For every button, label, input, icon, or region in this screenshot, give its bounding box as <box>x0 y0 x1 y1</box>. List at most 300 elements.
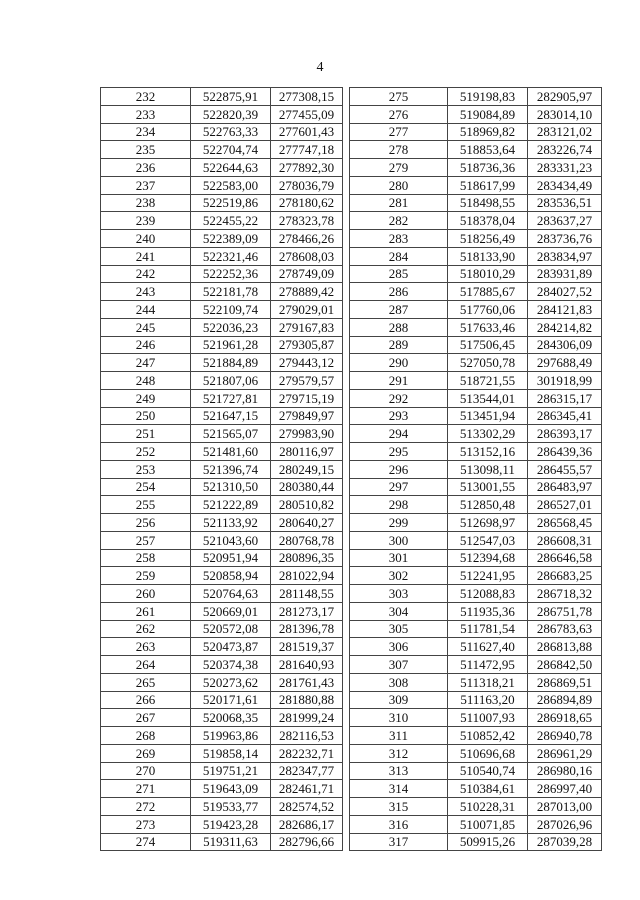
x-coordinate-cell: 513098,11 <box>448 460 528 478</box>
y-coordinate-cell: 281880,88 <box>271 691 343 709</box>
y-coordinate-cell: 283637,27 <box>528 212 602 230</box>
point-number-cell: 260 <box>101 585 191 603</box>
x-coordinate-cell: 518378,04 <box>448 212 528 230</box>
y-coordinate-cell: 283736,76 <box>528 230 602 248</box>
point-number-cell: 288 <box>350 318 448 336</box>
y-coordinate-cell: 279029,01 <box>271 301 343 319</box>
point-number-cell: 300 <box>350 531 448 549</box>
x-coordinate-cell: 520764,63 <box>191 585 271 603</box>
table-row <box>101 159 343 177</box>
table-row <box>101 673 343 691</box>
x-coordinate-cell: 511472,95 <box>448 656 528 674</box>
y-coordinate-cell: 283331,23 <box>528 159 602 177</box>
table-row <box>101 833 343 851</box>
table-row <box>101 478 343 496</box>
x-coordinate-cell: 520374,38 <box>191 656 271 674</box>
x-coordinate-cell: 522181,78 <box>191 283 271 301</box>
y-coordinate-cell: 286718,32 <box>528 585 602 603</box>
y-coordinate-cell: 282574,52 <box>271 798 343 816</box>
table-row <box>350 123 602 141</box>
y-coordinate-cell: 282116,53 <box>271 727 343 745</box>
point-number-cell: 315 <box>350 798 448 816</box>
x-coordinate-cell: 511627,40 <box>448 638 528 656</box>
y-coordinate-cell: 280380,44 <box>271 478 343 496</box>
table-row <box>350 141 602 159</box>
y-coordinate-cell: 286439,36 <box>528 443 602 461</box>
x-coordinate-cell: 518498,55 <box>448 194 528 212</box>
table-row <box>101 656 343 674</box>
table-row <box>350 549 602 567</box>
x-coordinate-cell: 511781,54 <box>448 620 528 638</box>
x-coordinate-cell: 522455,22 <box>191 212 271 230</box>
x-coordinate-cell: 510852,42 <box>448 727 528 745</box>
point-number-cell: 243 <box>101 283 191 301</box>
x-coordinate-cell: 517760,06 <box>448 301 528 319</box>
x-coordinate-cell: 521884,89 <box>191 354 271 372</box>
y-coordinate-cell: 281999,24 <box>271 709 343 727</box>
point-number-cell: 246 <box>101 336 191 354</box>
y-coordinate-cell: 287013,00 <box>528 798 602 816</box>
y-coordinate-cell: 284214,82 <box>528 318 602 336</box>
x-coordinate-cell: 511935,36 <box>448 602 528 620</box>
point-number-cell: 305 <box>350 620 448 638</box>
y-coordinate-cell: 281519,37 <box>271 638 343 656</box>
coordinates-table-left <box>100 87 343 851</box>
point-number-cell: 311 <box>350 727 448 745</box>
point-number-cell: 244 <box>101 301 191 319</box>
x-coordinate-cell: 522704,74 <box>191 141 271 159</box>
y-coordinate-cell: 279849,97 <box>271 407 343 425</box>
point-number-cell: 298 <box>350 496 448 514</box>
x-coordinate-cell: 520858,94 <box>191 567 271 585</box>
x-coordinate-cell: 510696,68 <box>448 744 528 762</box>
y-coordinate-cell: 277601,43 <box>271 123 343 141</box>
y-coordinate-cell: 281148,55 <box>271 585 343 603</box>
y-coordinate-cell: 278036,79 <box>271 176 343 194</box>
y-coordinate-cell: 282232,71 <box>271 744 343 762</box>
x-coordinate-cell: 522875,91 <box>191 88 271 106</box>
table-row <box>101 372 343 390</box>
x-coordinate-cell: 520068,35 <box>191 709 271 727</box>
x-coordinate-cell: 512241,95 <box>448 567 528 585</box>
x-coordinate-cell: 522109,74 <box>191 301 271 319</box>
table-row <box>350 656 602 674</box>
y-coordinate-cell: 278466,26 <box>271 230 343 248</box>
x-coordinate-cell: 510384,61 <box>448 780 528 798</box>
table-row <box>350 602 602 620</box>
point-number-cell: 249 <box>101 389 191 407</box>
point-number-cell: 232 <box>101 88 191 106</box>
table-row <box>101 212 343 230</box>
table-row <box>350 176 602 194</box>
y-coordinate-cell: 286940,78 <box>528 727 602 745</box>
table-row <box>350 585 602 603</box>
table-row <box>350 194 602 212</box>
y-coordinate-cell: 282905,97 <box>528 88 602 106</box>
x-coordinate-cell: 518256,49 <box>448 230 528 248</box>
table-row <box>101 88 343 106</box>
y-coordinate-cell: 286315,17 <box>528 389 602 407</box>
x-coordinate-cell: 522389,09 <box>191 230 271 248</box>
table-row <box>350 301 602 319</box>
point-number-cell: 272 <box>101 798 191 816</box>
y-coordinate-cell: 286869,51 <box>528 673 602 691</box>
table-row <box>350 833 602 851</box>
y-coordinate-cell: 282686,17 <box>271 815 343 833</box>
point-number-cell: 258 <box>101 549 191 567</box>
point-number-cell: 285 <box>350 265 448 283</box>
point-number-cell: 255 <box>101 496 191 514</box>
x-coordinate-cell: 519963,86 <box>191 727 271 745</box>
point-number-cell: 294 <box>350 425 448 443</box>
point-number-cell: 264 <box>101 656 191 674</box>
point-number-cell: 237 <box>101 176 191 194</box>
y-coordinate-cell: 278323,78 <box>271 212 343 230</box>
y-coordinate-cell: 297688,49 <box>528 354 602 372</box>
table-row <box>350 443 602 461</box>
table-row <box>101 567 343 585</box>
x-coordinate-cell: 518736,36 <box>448 159 528 177</box>
point-number-cell: 281 <box>350 194 448 212</box>
y-coordinate-cell: 279167,83 <box>271 318 343 336</box>
y-coordinate-cell: 282796,66 <box>271 833 343 851</box>
point-number-cell: 242 <box>101 265 191 283</box>
x-coordinate-cell: 522644,63 <box>191 159 271 177</box>
table-row <box>350 762 602 780</box>
x-coordinate-cell: 517885,67 <box>448 283 528 301</box>
point-number-cell: 266 <box>101 691 191 709</box>
y-coordinate-cell: 281761,43 <box>271 673 343 691</box>
table-row <box>101 301 343 319</box>
table-row <box>350 88 602 106</box>
point-number-cell: 314 <box>350 780 448 798</box>
y-coordinate-cell: 286455,57 <box>528 460 602 478</box>
point-number-cell: 239 <box>101 212 191 230</box>
x-coordinate-cell: 519751,21 <box>191 762 271 780</box>
x-coordinate-cell: 519311,63 <box>191 833 271 851</box>
table-row <box>101 496 343 514</box>
table-row <box>350 159 602 177</box>
point-number-cell: 308 <box>350 673 448 691</box>
point-number-cell: 238 <box>101 194 191 212</box>
point-number-cell: 234 <box>101 123 191 141</box>
point-number-cell: 252 <box>101 443 191 461</box>
x-coordinate-cell: 527050,78 <box>448 354 528 372</box>
point-number-cell: 277 <box>350 123 448 141</box>
table-row <box>350 514 602 532</box>
y-coordinate-cell: 286894,89 <box>528 691 602 709</box>
point-number-cell: 291 <box>350 372 448 390</box>
point-number-cell: 295 <box>350 443 448 461</box>
table-row <box>101 389 343 407</box>
table-row <box>101 247 343 265</box>
x-coordinate-cell: 522519,86 <box>191 194 271 212</box>
x-coordinate-cell: 521133,92 <box>191 514 271 532</box>
point-number-cell: 251 <box>101 425 191 443</box>
y-coordinate-cell: 280768,78 <box>271 531 343 549</box>
table-row <box>350 247 602 265</box>
table-row <box>350 496 602 514</box>
y-coordinate-cell: 278608,03 <box>271 247 343 265</box>
x-coordinate-cell: 519643,09 <box>191 780 271 798</box>
x-coordinate-cell: 519858,14 <box>191 744 271 762</box>
table-row <box>350 336 602 354</box>
table-row <box>101 141 343 159</box>
y-coordinate-cell: 279443,12 <box>271 354 343 372</box>
table-row <box>101 762 343 780</box>
point-number-cell: 286 <box>350 283 448 301</box>
x-coordinate-cell: 521481,60 <box>191 443 271 461</box>
point-number-cell: 248 <box>101 372 191 390</box>
table-row <box>101 425 343 443</box>
point-number-cell: 282 <box>350 212 448 230</box>
point-number-cell: 265 <box>101 673 191 691</box>
x-coordinate-cell: 511318,21 <box>448 673 528 691</box>
y-coordinate-cell: 282461,71 <box>271 780 343 798</box>
point-number-cell: 254 <box>101 478 191 496</box>
table-row <box>101 709 343 727</box>
point-number-cell: 293 <box>350 407 448 425</box>
table-row <box>101 602 343 620</box>
y-coordinate-cell: 279579,57 <box>271 372 343 390</box>
x-coordinate-cell: 517506,45 <box>448 336 528 354</box>
y-coordinate-cell: 283834,97 <box>528 247 602 265</box>
y-coordinate-cell: 284027,52 <box>528 283 602 301</box>
point-number-cell: 310 <box>350 709 448 727</box>
x-coordinate-cell: 522583,00 <box>191 176 271 194</box>
table-row <box>101 638 343 656</box>
point-number-cell: 283 <box>350 230 448 248</box>
y-coordinate-cell: 286683,25 <box>528 567 602 585</box>
point-number-cell: 259 <box>101 567 191 585</box>
table-row <box>101 336 343 354</box>
table-row <box>101 691 343 709</box>
y-coordinate-cell: 283226,74 <box>528 141 602 159</box>
point-number-cell: 270 <box>101 762 191 780</box>
table-row <box>350 283 602 301</box>
x-coordinate-cell: 510071,85 <box>448 815 528 833</box>
table-row <box>101 531 343 549</box>
x-coordinate-cell: 513152,16 <box>448 443 528 461</box>
point-number-cell: 309 <box>350 691 448 709</box>
table-row <box>101 194 343 212</box>
point-number-cell: 292 <box>350 389 448 407</box>
table-row <box>350 212 602 230</box>
y-coordinate-cell: 287039,28 <box>528 833 602 851</box>
table-row <box>101 549 343 567</box>
point-number-cell: 299 <box>350 514 448 532</box>
point-number-cell: 247 <box>101 354 191 372</box>
x-coordinate-cell: 511007,93 <box>448 709 528 727</box>
table-row <box>350 691 602 709</box>
x-coordinate-cell: 518133,90 <box>448 247 528 265</box>
point-number-cell: 276 <box>350 105 448 123</box>
table-row <box>350 105 602 123</box>
y-coordinate-cell: 277747,18 <box>271 141 343 159</box>
y-coordinate-cell: 279983,90 <box>271 425 343 443</box>
table-row <box>350 620 602 638</box>
x-coordinate-cell: 509915,26 <box>448 833 528 851</box>
y-coordinate-cell: 279305,87 <box>271 336 343 354</box>
x-coordinate-cell: 518617,99 <box>448 176 528 194</box>
table-row <box>350 780 602 798</box>
point-number-cell: 267 <box>101 709 191 727</box>
y-coordinate-cell: 280896,35 <box>271 549 343 567</box>
point-number-cell: 273 <box>101 815 191 833</box>
point-number-cell: 263 <box>101 638 191 656</box>
table-row <box>350 673 602 691</box>
point-number-cell: 250 <box>101 407 191 425</box>
y-coordinate-cell: 281273,17 <box>271 602 343 620</box>
table-row <box>350 407 602 425</box>
x-coordinate-cell: 520572,08 <box>191 620 271 638</box>
table-row <box>101 123 343 141</box>
table-row <box>101 318 343 336</box>
table-row <box>350 727 602 745</box>
y-coordinate-cell: 281396,78 <box>271 620 343 638</box>
point-number-cell: 233 <box>101 105 191 123</box>
y-coordinate-cell: 286527,01 <box>528 496 602 514</box>
x-coordinate-cell: 520951,94 <box>191 549 271 567</box>
x-coordinate-cell: 518853,64 <box>448 141 528 159</box>
point-number-cell: 280 <box>350 176 448 194</box>
table-row <box>101 443 343 461</box>
point-number-cell: 307 <box>350 656 448 674</box>
table-row <box>101 230 343 248</box>
table-row <box>350 744 602 762</box>
x-coordinate-cell: 520669,01 <box>191 602 271 620</box>
x-coordinate-cell: 522252,36 <box>191 265 271 283</box>
y-coordinate-cell: 281022,94 <box>271 567 343 585</box>
x-coordinate-cell: 521565,07 <box>191 425 271 443</box>
y-coordinate-cell: 283121,02 <box>528 123 602 141</box>
y-coordinate-cell: 286813,88 <box>528 638 602 656</box>
point-number-cell: 279 <box>350 159 448 177</box>
point-number-cell: 297 <box>350 478 448 496</box>
x-coordinate-cell: 519533,77 <box>191 798 271 816</box>
point-number-cell: 245 <box>101 318 191 336</box>
y-coordinate-cell: 286646,58 <box>528 549 602 567</box>
y-coordinate-cell: 286783,63 <box>528 620 602 638</box>
x-coordinate-cell: 521647,15 <box>191 407 271 425</box>
point-number-cell: 274 <box>101 833 191 851</box>
x-coordinate-cell: 521043,60 <box>191 531 271 549</box>
y-coordinate-cell: 277308,15 <box>271 88 343 106</box>
x-coordinate-cell: 522036,23 <box>191 318 271 336</box>
table-row <box>101 727 343 745</box>
point-number-cell: 262 <box>101 620 191 638</box>
y-coordinate-cell: 284306,09 <box>528 336 602 354</box>
y-coordinate-cell: 279715,19 <box>271 389 343 407</box>
y-coordinate-cell: 286568,45 <box>528 514 602 532</box>
table-row <box>101 620 343 638</box>
y-coordinate-cell: 286980,16 <box>528 762 602 780</box>
x-coordinate-cell: 513302,29 <box>448 425 528 443</box>
y-coordinate-cell: 277455,09 <box>271 105 343 123</box>
table-row <box>350 318 602 336</box>
table-row <box>101 744 343 762</box>
table-row <box>101 815 343 833</box>
y-coordinate-cell: 284121,83 <box>528 301 602 319</box>
point-number-cell: 269 <box>101 744 191 762</box>
y-coordinate-cell: 286751,78 <box>528 602 602 620</box>
x-coordinate-cell: 511163,20 <box>448 691 528 709</box>
point-number-cell: 303 <box>350 585 448 603</box>
table-row <box>350 265 602 283</box>
y-coordinate-cell: 283931,89 <box>528 265 602 283</box>
point-number-cell: 241 <box>101 247 191 265</box>
point-number-cell: 253 <box>101 460 191 478</box>
table-row <box>350 230 602 248</box>
page-number: 4 <box>316 60 324 75</box>
table-row <box>350 638 602 656</box>
table-row <box>350 567 602 585</box>
table-row <box>350 531 602 549</box>
point-number-cell: 296 <box>350 460 448 478</box>
y-coordinate-cell: 301918,99 <box>528 372 602 390</box>
point-number-cell: 240 <box>101 230 191 248</box>
table-row <box>350 425 602 443</box>
x-coordinate-cell: 510228,31 <box>448 798 528 816</box>
x-coordinate-cell: 512698,97 <box>448 514 528 532</box>
x-coordinate-cell: 512088,83 <box>448 585 528 603</box>
x-coordinate-cell: 520171,61 <box>191 691 271 709</box>
y-coordinate-cell: 286997,40 <box>528 780 602 798</box>
point-number-cell: 317 <box>350 833 448 851</box>
y-coordinate-cell: 280249,15 <box>271 460 343 478</box>
y-coordinate-cell: 286393,17 <box>528 425 602 443</box>
table-row <box>101 798 343 816</box>
table-row <box>101 780 343 798</box>
point-number-cell: 261 <box>101 602 191 620</box>
y-coordinate-cell: 286345,41 <box>528 407 602 425</box>
y-coordinate-cell: 278180,62 <box>271 194 343 212</box>
x-coordinate-cell: 513001,55 <box>448 478 528 496</box>
point-number-cell: 301 <box>350 549 448 567</box>
x-coordinate-cell: 522763,33 <box>191 123 271 141</box>
y-coordinate-cell: 286483,97 <box>528 478 602 496</box>
y-coordinate-cell: 287026,96 <box>528 815 602 833</box>
point-number-cell: 312 <box>350 744 448 762</box>
point-number-cell: 271 <box>101 780 191 798</box>
table-row <box>101 354 343 372</box>
table-row <box>101 585 343 603</box>
y-coordinate-cell: 286842,50 <box>528 656 602 674</box>
x-coordinate-cell: 519084,89 <box>448 105 528 123</box>
x-coordinate-cell: 518010,29 <box>448 265 528 283</box>
table-row <box>101 514 343 532</box>
point-number-cell: 290 <box>350 354 448 372</box>
x-coordinate-cell: 512850,48 <box>448 496 528 514</box>
point-number-cell: 235 <box>101 141 191 159</box>
y-coordinate-cell: 280640,27 <box>271 514 343 532</box>
x-coordinate-cell: 522820,39 <box>191 105 271 123</box>
x-coordinate-cell: 517633,46 <box>448 318 528 336</box>
table-row <box>350 478 602 496</box>
table-row <box>350 815 602 833</box>
table-row <box>101 265 343 283</box>
point-number-cell: 289 <box>350 336 448 354</box>
point-number-cell: 304 <box>350 602 448 620</box>
y-coordinate-cell: 277892,30 <box>271 159 343 177</box>
point-number-cell: 313 <box>350 762 448 780</box>
x-coordinate-cell: 520473,87 <box>191 638 271 656</box>
x-coordinate-cell: 521961,28 <box>191 336 271 354</box>
table-row <box>101 407 343 425</box>
x-coordinate-cell: 512547,03 <box>448 531 528 549</box>
y-coordinate-cell: 280116,97 <box>271 443 343 461</box>
y-coordinate-cell: 283434,49 <box>528 176 602 194</box>
